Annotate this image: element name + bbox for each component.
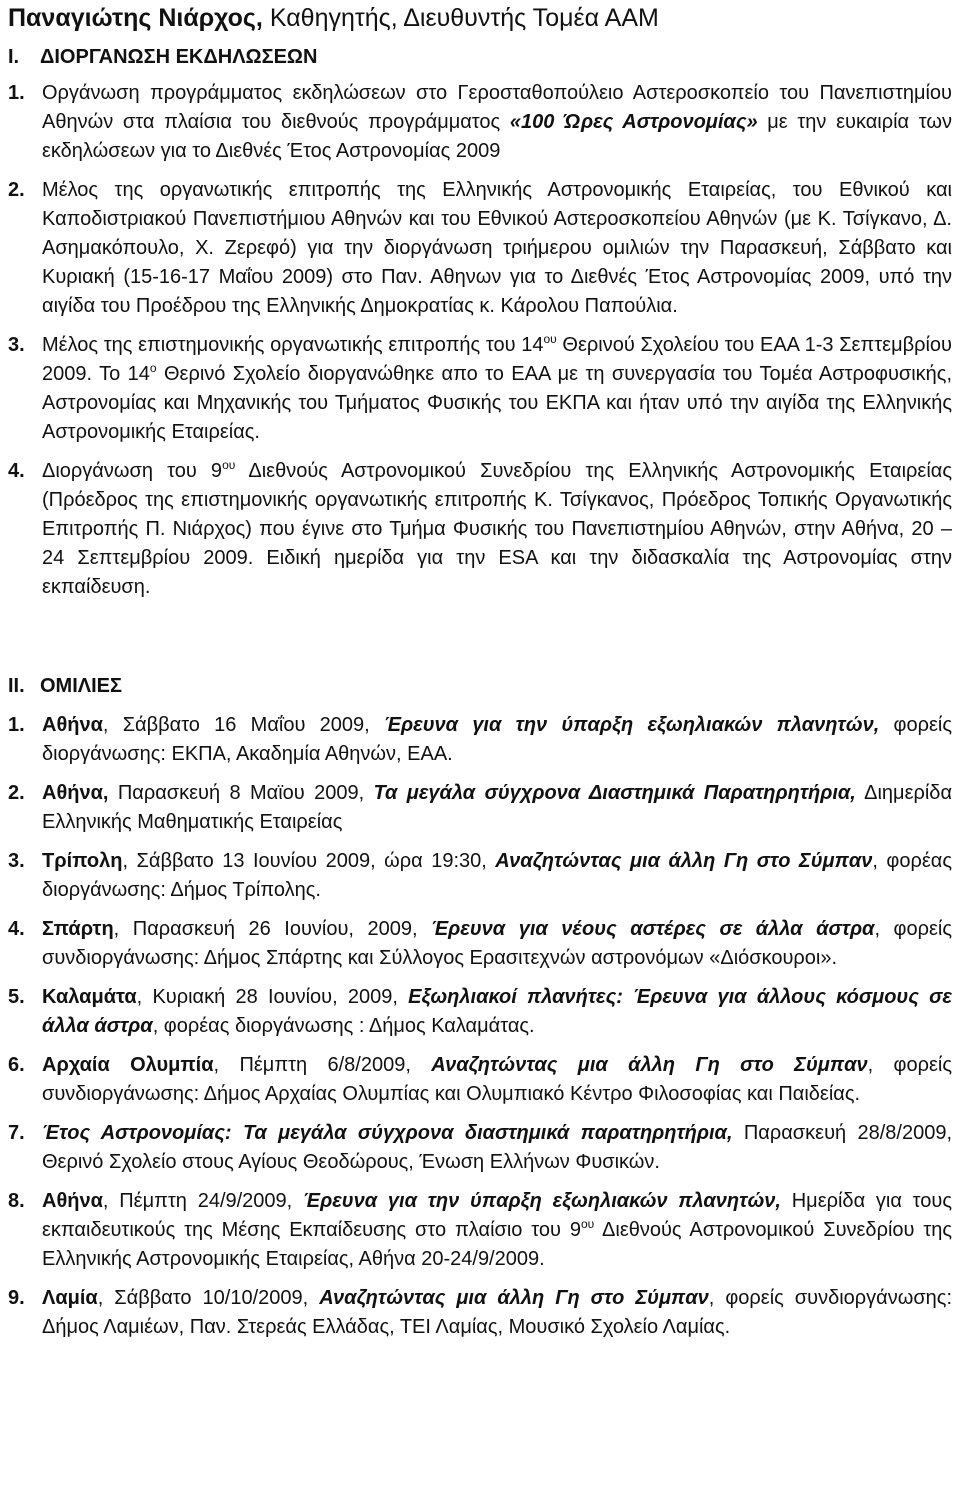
talk-place: Σπάρτη [42, 918, 114, 940]
item-text [42, 847, 952, 905]
talk-title: Έρευνα για την ύπαρξη εξωηλιακών πλανητών, [303, 1190, 781, 1212]
item-text [42, 983, 952, 1041]
talk-date: , Κυριακή 28 Ιουνίου, 2009, [136, 986, 409, 1008]
item-text-part: με την ευκαιρία των εκδηλώσεων για το Διεθνές Έτος Αστρονομίας 2009 [42, 111, 952, 162]
talk-place: Λαμία [42, 1287, 98, 1309]
talk-details: Ημερίδα για τους εκπαιδευτικούς της Μέσης Εκπαίδευσης στο πλαίσιο του 9 [42, 1190, 952, 1241]
talk-title: Έρευνα για νέους αστέρες σε άλλα άστρα [431, 918, 875, 940]
item-number: 4. [8, 460, 25, 482]
item-number: 6. [8, 1054, 25, 1076]
talk-details: , φορέας διοργάνωσης: Δήμος Τρίπολης. [42, 850, 952, 901]
talk-title: Τα μεγάλα σύγχρονα Διαστημικά Παρατηρητήρια, [373, 782, 856, 804]
talk-place: Αρχαία Ολυμπία [42, 1054, 214, 1076]
talk-details: , φορέας διοργάνωσης : Δήμος Καλαμάτας. [152, 1015, 535, 1037]
talk-title: Αναζητώντας μια άλλη Γη στο Σύμπαν [431, 1054, 868, 1076]
superscript: ου [222, 458, 236, 472]
list-item [8, 915, 952, 973]
item-text [42, 915, 952, 973]
talk-details: φορείς διοργάνωσης: ΕΚΠΑ, Ακαδημία Αθηνών, ΕΑΑ. [42, 714, 952, 765]
section-number: ΙΙ. [8, 675, 25, 697]
item-text: Μέλος της οργανωτικής επιτροπής της Ελληνικής Αστρονομικής Εταιρείας, του Εθνικού και Καποδιστριακού Πανεπιστήμιου Αθηνών και του Εθνικού Αστεροσκοπείου Αθηνών (με Κ. Τσίγκανο, Δ. Ασημακόπουλο, Χ. Ζερεφό) για την διοργάνωση τριήμερου ομιλιών την Παρασκευή, Σάββατο και Κυριακή (15-16-17 Μαΐου 2009) στο Παν. Αθηνων για το Διεθνές Έτος Αστρονομίας 2009, υπό την αιγίδα του Προέδρου της Ελληνικής Δημοκρατίας κ. Κάρολου Παπούλια. [42, 179, 952, 317]
talk-date: , Παρασκευή 26 Ιουνίου, 2009, [113, 918, 432, 940]
talk-date: , Σάββατο 10/10/2009, [97, 1287, 320, 1309]
item-text-part: Θερινού Σχολείου του ΕΑΑ 1-3 Σεπτεμβρίου 2009. [42, 334, 952, 385]
talk-details: Διημερίδα Ελληνικής Μαθηματικής Εταιρείας [42, 782, 953, 833]
talk-date: , Σάββατο 16 Μαΐου 2009, [102, 714, 384, 736]
item-text [42, 79, 952, 166]
item-text [42, 331, 952, 447]
talk-details: , φορείς συνδιοργάνωσης: Δήμος Αρχαίας Ολυμπίας και Ολυμπιακό Κέντρο Φιλοσοφίας και Παιδείας. [42, 1054, 953, 1105]
list-item [8, 1051, 952, 1109]
list-item [8, 176, 952, 321]
section-heading-events [8, 43, 952, 72]
section-heading-talks [8, 672, 952, 701]
list-item [8, 1119, 952, 1177]
list-item [8, 983, 952, 1041]
talk-title: Έρευνα για την ύπαρξη εξωηλιακών πλανητών, [383, 714, 880, 736]
item-emphasis: «100 Ώρες Αστρονομίας» [509, 111, 758, 133]
section-number: Ι. [8, 46, 20, 68]
talk-title: Εξωηλιακοί πλανήτες: Έρευνα για άλλους κόσμους σε άλλα άστρα [42, 986, 952, 1037]
list-item [8, 1284, 952, 1342]
item-text [42, 1284, 952, 1342]
item-number: 2. [8, 179, 25, 201]
item-text-part: Διοργάνωση του 9 [42, 460, 223, 482]
superscript: ου [581, 1217, 595, 1231]
item-text-part: Το 14 [92, 363, 150, 385]
list-item [8, 779, 952, 837]
author-name: Παναγιώτης Νιάρχος, [8, 4, 263, 32]
item-number: 1. [8, 82, 25, 104]
section-title: ΟΜΙΛΙΕΣ [40, 675, 123, 697]
item-text [42, 1119, 952, 1177]
item-text [42, 457, 952, 602]
item-text [42, 1051, 952, 1109]
item-number: 4. [8, 918, 25, 940]
item-text-part: Ειδική ημερίδα για την ESA και την διδασκαλία της Αστρονομίας στην εκπαίδευση. [42, 547, 952, 598]
talk-place: Αθήνα, [42, 782, 109, 804]
item-number: 7. [8, 1122, 25, 1144]
list-item [8, 457, 952, 602]
item-number: 9. [8, 1287, 25, 1309]
talk-date: , Πέμπτη 6/8/2009, [213, 1054, 432, 1076]
talk-title: Αναζητώντας μια άλλη Γη στο Σύμπαν [495, 850, 873, 872]
item-text-part: Διεθνούς Αστρονομικού Συνεδρίου της Ελληνικής Αστρονομικής Εταιρείας (Πρόεδρος της επιστημονικής οργανωτικής επιτροπής Κ. Τσίγκανος, Πρόεδρος Τοπικής Οργανωτικής Επιτροπής Π. Νιάρχος) που έγινε στο Τμήμα Φυσικής του Πανεπιστημίου Αθηνών, στην Αθήνα, 20 – 24 Σεπτεμβρίου 2009. [42, 460, 952, 569]
superscript: ο [149, 361, 157, 375]
list-item [8, 711, 952, 769]
item-text [42, 1187, 952, 1274]
talk-details: Διεθνούς Αστρονομικού Συνεδρίου της Ελληνικής Αστρονομικής Εταιρείας, Αθήνα 20-24/9/2009. [42, 1219, 952, 1270]
talk-place: Αθήνα [42, 1190, 103, 1212]
talk-place: Τρίπολη [42, 850, 123, 872]
talk-title: Αναζητώντας μια άλλη Γη στο Σύμπαν [319, 1287, 709, 1309]
list-item [8, 331, 952, 447]
page-title [8, 0, 952, 33]
talk-details: Παρασκευή 28/8/2009, Θερινό Σχολείο στους Αγίους Θεοδώρους, Ένωση Ελλήνων Φυσικών. [42, 1122, 952, 1173]
item-text [42, 779, 952, 837]
item-text [42, 711, 952, 769]
item-number: 3. [8, 334, 25, 356]
item-number: 5. [8, 986, 25, 1008]
item-text-part: Θερινό Σχολείο διοργανώθηκε απο το ΕΑΑ με τη συνεργασία του Τομέα Αστροφυσικής, Αστρονομίας και Μηχανικής του Τμήματος Φυσικής του ΕΚΠΑ και ήταν υπό την αιγίδα της Ελληνικής Αστρονομικής Εταιρείας. [42, 363, 952, 443]
superscript: ου [543, 332, 557, 346]
item-number: 3. [8, 850, 25, 872]
talk-title: Έτος Αστρονομίας: Τα μεγάλα σύγχρονα διαστημικά παρατηρητήρια, [42, 1122, 733, 1144]
item-text-part: Οργάνωση προγράμματος εκδηλώσεων στο Γεροσταθοπούλειο Αστεροσκοπείο του Πανεπιστημίου Αθηνών στα πλαίσια του διεθνούς προγράμματος [42, 82, 952, 133]
talk-date: Παρασκευή 8 Μαϊου 2009, [108, 782, 374, 804]
author-role: Καθηγητής, Διευθυντής Τομέα ΑΑΜ [262, 4, 659, 32]
item-number: 2. [8, 782, 25, 804]
talk-details: , φορείς συνδιοργάνωσης: Δήμος Λαμιέων, Παν. Στερεάς Ελλάδας, ΤΕΙ Λαμίας, Μουσικό Σχολείο Λαμίας. [42, 1287, 952, 1338]
talk-date: , Πέμπτη 24/9/2009, [102, 1190, 304, 1212]
list-item [8, 79, 952, 166]
list-item [8, 847, 952, 905]
item-number: 8. [8, 1190, 25, 1212]
talk-place: Αθήνα [42, 714, 103, 736]
talk-details: , φορείς συνδιοργάνωσης: Δήμος Σπάρτης και Σύλλογος Ερασιτεχνών αστρονόμων «Διόσκουροι». [42, 918, 952, 969]
list-item [8, 1187, 952, 1274]
item-number: 1. [8, 714, 25, 736]
talk-date: , Σάββατο 13 Ιουνίου 2009, ώρα 19:30, [122, 850, 496, 872]
item-text-part: Μέλος της επιστημονικής οργανωτικής επιτροπής του 14 [42, 334, 544, 356]
section-title: ΔΙΟΡΓΑΝΩΣΗ ΕΚΔΗΛΩΣΕΩΝ [40, 46, 318, 68]
talk-place: Καλαμάτα [42, 986, 137, 1008]
